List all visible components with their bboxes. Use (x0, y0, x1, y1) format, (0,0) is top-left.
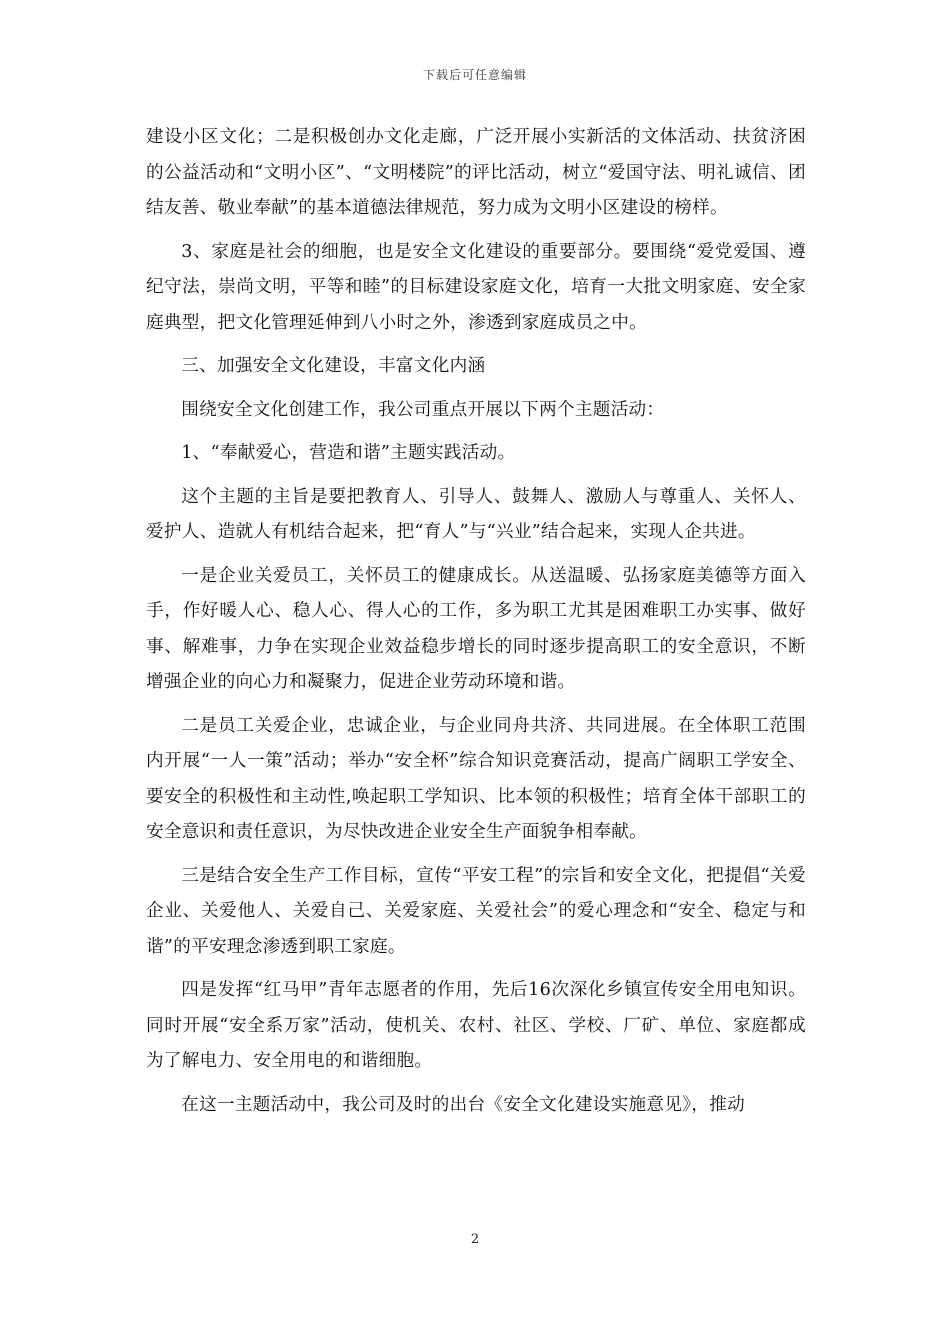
page-number: 2 (470, 1232, 480, 1247)
paragraph-continuation: 建设小区文化；二是积极创办文化走廊，广泛开展小实新活的文体活动、扶贫济困的公益活动和“文明小区”、“文明楼院”的评比活动，树立“爱国守法、明礼诚信、团结友善、敬业奉献”的基本道德法律规范，努力成为文明小区建设的榜样。 (146, 127, 806, 218)
paragraph-theme-purpose: 这个主题的主旨是要把教育人、引导人、鼓舞人、激励人与尊重人、关怀人、爱护人、造就人有机结合起来，把“育人”与“兴业”结合起来，实现人企共进。 (146, 486, 806, 542)
paragraph-family-culture: 3、家庭是社会的细胞，也是安全文化建设的重要部分。要围绕“爱党爱国、遵纪守法，崇尚文明，平等和睦”的目标建设家庭文化，培育一大批文明家庭、安全家庭典型，把文化管理延伸到八小时之外，渗透到家庭成员之中。 (146, 241, 806, 333)
paragraph-point-four: 四是发挥“红马甲”青年志愿者的作用，先后16次深化乡镇宣传安全用电知识。同时开展“安全系万家”活动，使机关、农村、社区、学校、厂矿、单位、家庭都成为了解电力、安全用电的和谐细胞。 (146, 980, 806, 1071)
paragraph-point-one: 一是企业关爱员工，关怀员工的健康成长。从送温暖、弘扬家庭美德等方面入手，作好暖人心、稳人心、得人心的工作，多为职工尤其是困难职工办实事、做好事、解难事，力争在实现企业效益稳步增长的同时逐步提高职工的安全意识，不断增强企业的向心力和凝聚力，促进企业劳动环境和谐。 (146, 565, 806, 692)
paragraph-intro-activities: 围绕安全文化创建工作，我公司重点开展以下两个主题活动： (181, 399, 665, 420)
document-body (146, 120, 806, 1131)
header-note: 下载后可任意编辑 (422, 68, 527, 82)
paragraph-point-two: 二是员工关爱企业，忠诚企业，与企业同舟共济、共同进展。在全体职工范围内开展“一人一策”活动；举办“安全杯”综合知识竞赛活动，提高广阔职工学安全、要安全的积极性和主动性,唤起职工学知识、比本领的积极性；培育全体干部职工的安全意识和责任意识，为尽快改进企业安全生产面貌争相奉献。 (146, 715, 806, 842)
section-heading-three: 三、加强安全文化建设，丰富文化内涵 (181, 356, 486, 376)
subheading-activity-one: 1、“奉献爱心，营造和谐”主题实践活动。 (181, 443, 516, 463)
paragraph-closing: 在这一主题活动中，我公司及时的出台《安全文化建设实施意见》，推动 (181, 1094, 745, 1115)
paragraph-point-three: 三是结合安全生产工作目标，宣传“平安工程”的宗旨和安全文化，把提倡“关爱企业、关爱他人、关爱自己、关爱家庭、关爱社会”的爱心理念和“安全、稳定与和谐”的平安理念渗透到职工家庭。 (146, 865, 806, 957)
